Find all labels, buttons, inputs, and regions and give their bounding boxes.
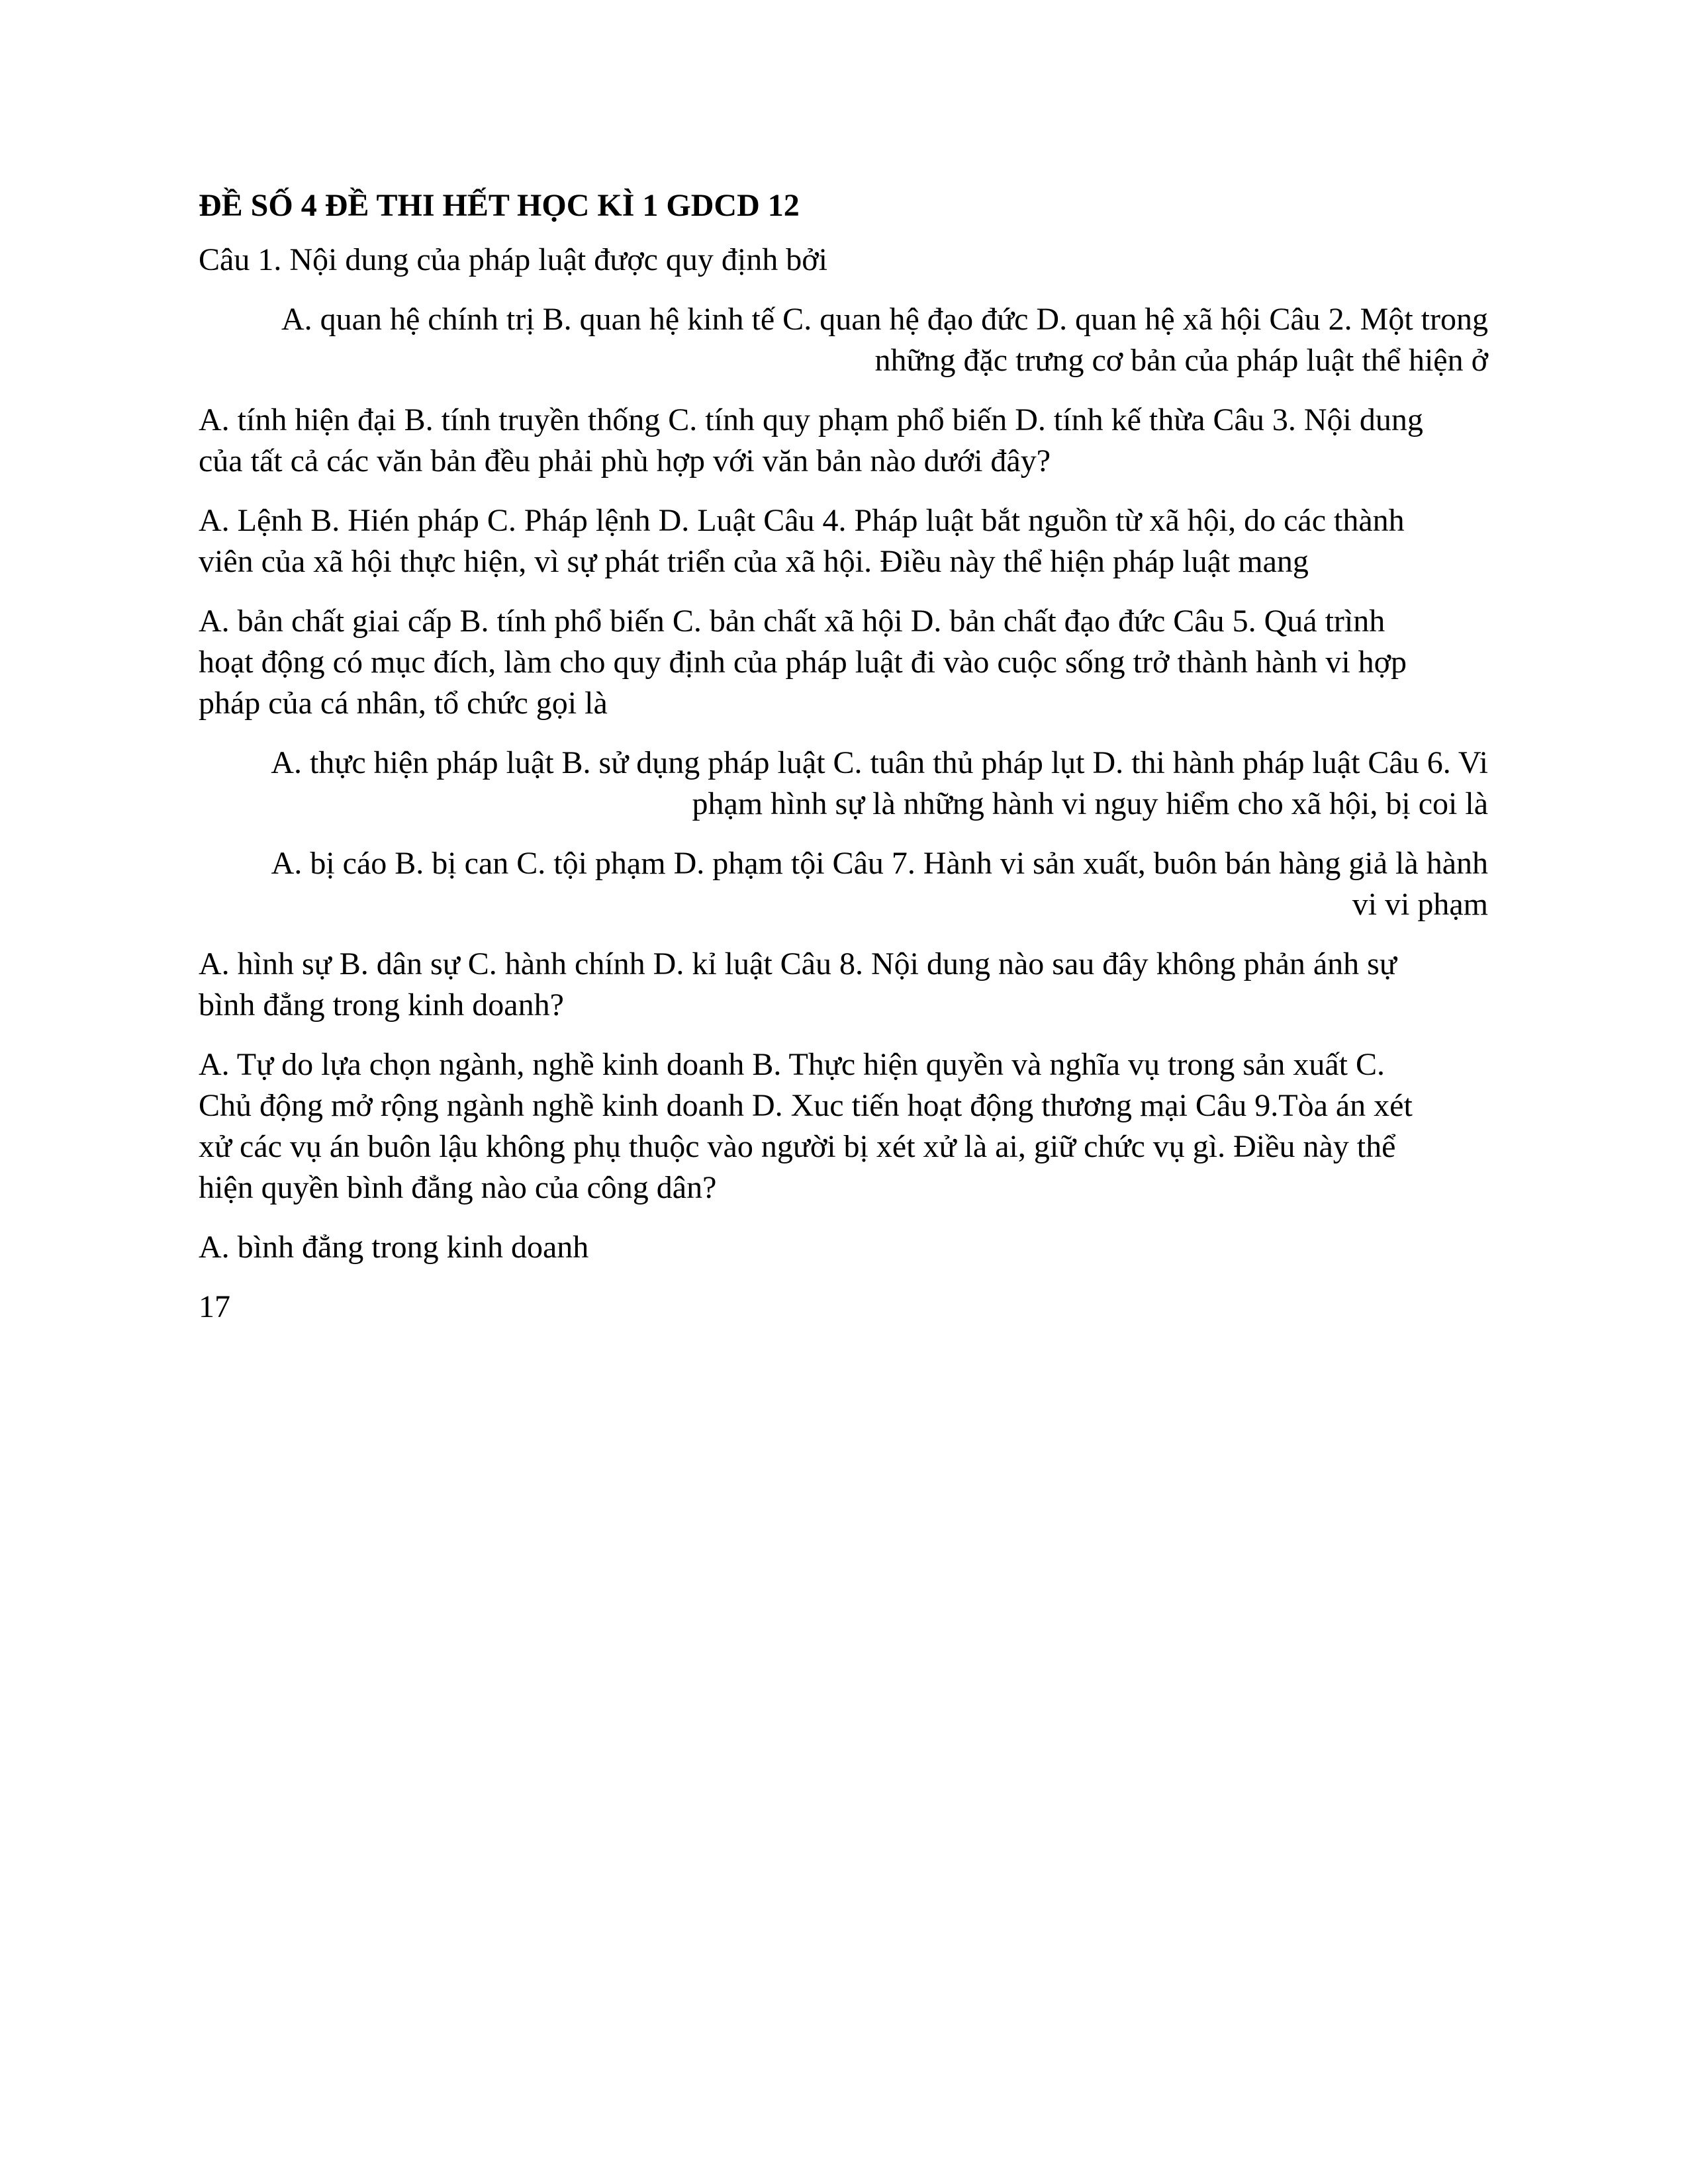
paragraph	[199, 843, 1488, 925]
text-line: pháp của cá nhân, tổ chức gọi là	[199, 686, 608, 721]
paragraph	[199, 1227, 1488, 1268]
text-line: A. bị cáo B. bị can C. tội phạm D. phạm tội Câu 7. Hành vi sản xuất, buôn bán hàng giả là hành	[271, 846, 1488, 881]
paragraph	[199, 1044, 1488, 1208]
text-line: hoạt động có mục đích, làm cho quy định của pháp luật đi vào cuộc sống trở thành hành vi hợp	[199, 645, 1407, 680]
text-line: bình đẳng trong kinh doanh?	[199, 987, 564, 1023]
text-line: A. Lệnh B. Hién pháp C. Pháp lệnh D. Luật Câu 4. Pháp luật bắt nguồn từ xã hội, do các thành	[199, 503, 1405, 538]
text-line: những đặc trưng cơ bản của pháp luật thể hiện ở	[874, 343, 1488, 378]
text-line: vi vi phạm	[1352, 887, 1488, 922]
text-line: A. bản chất giai cấp B. tính phổ biến C. bản chất xã hội D. bản chất đạo đức Câu 5. Quá trình	[199, 604, 1385, 639]
text-line: phạm hình sự là những hành vi nguy hiểm cho xã hội, bị coi là	[692, 786, 1488, 821]
text-line: của tất cả các văn bản đều phải phù hợp với văn bản nào dưới đây?	[199, 443, 1051, 478]
document-content	[199, 185, 1488, 1328]
paragraph	[199, 400, 1488, 482]
paragraph	[199, 299, 1488, 381]
text-line: hiện quyền bình đẳng nào của công dân?	[199, 1170, 717, 1205]
text-line: A. bình đẳng trong kinh doanh	[199, 1230, 589, 1265]
text-line: A. hình sự B. dân sự C. hành chính D. kỉ luật Câu 8. Nội dung nào sau đây không phản ánh sự	[199, 946, 1397, 981]
paragraph	[199, 500, 1488, 582]
paragraph	[199, 944, 1488, 1026]
text-line: Chủ động mở rộng ngành nghề kinh doanh D. Xuc tiến hoạt động thương mại Câu 9.Tòa án xét	[199, 1088, 1413, 1123]
page-number: 17	[199, 1289, 230, 1324]
paragraph-list	[199, 240, 1488, 1268]
text-line: viên của xã hội thực hiện, vì sự phát triển của xã hội. Điều này thể hiện pháp luật mang	[199, 544, 1309, 579]
document-title: ĐỀ SỐ 4 ĐỀ THI HẾT HỌC KÌ 1 GDCD 12	[199, 188, 800, 223]
text-line: A. thực hiện pháp luật B. sử dụng pháp luật C. tuân thủ pháp lụt D. thi hành pháp luật Câu 6. Vi	[271, 745, 1488, 780]
text-line: Câu 1. Nội dung của pháp luật được quy định bởi	[199, 242, 827, 277]
text-line: A. Tự do lựa chọn ngành, nghề kinh doanh B. Thực hiện quyền và nghĩa vụ trong sản xuất C.	[199, 1047, 1385, 1082]
paragraph	[199, 240, 1488, 281]
text-line: xử các vụ án buôn lậu không phụ thuộc vào người bị xét xử là ai, giữ chức vụ gì. Điều này thể	[199, 1129, 1396, 1164]
paragraph	[199, 743, 1488, 825]
text-line: A. quan hệ chính trị B. quan hệ kinh tế C. quan hệ đạo đức D. quan hệ xã hội Câu 2. Một trong	[281, 302, 1488, 337]
text-line: A. tính hiện đại B. tính truyền thống C. tính quy phạm phổ biến D. tính kế thừa Câu 3. Nội dung	[199, 402, 1423, 437]
paragraph	[199, 601, 1488, 724]
